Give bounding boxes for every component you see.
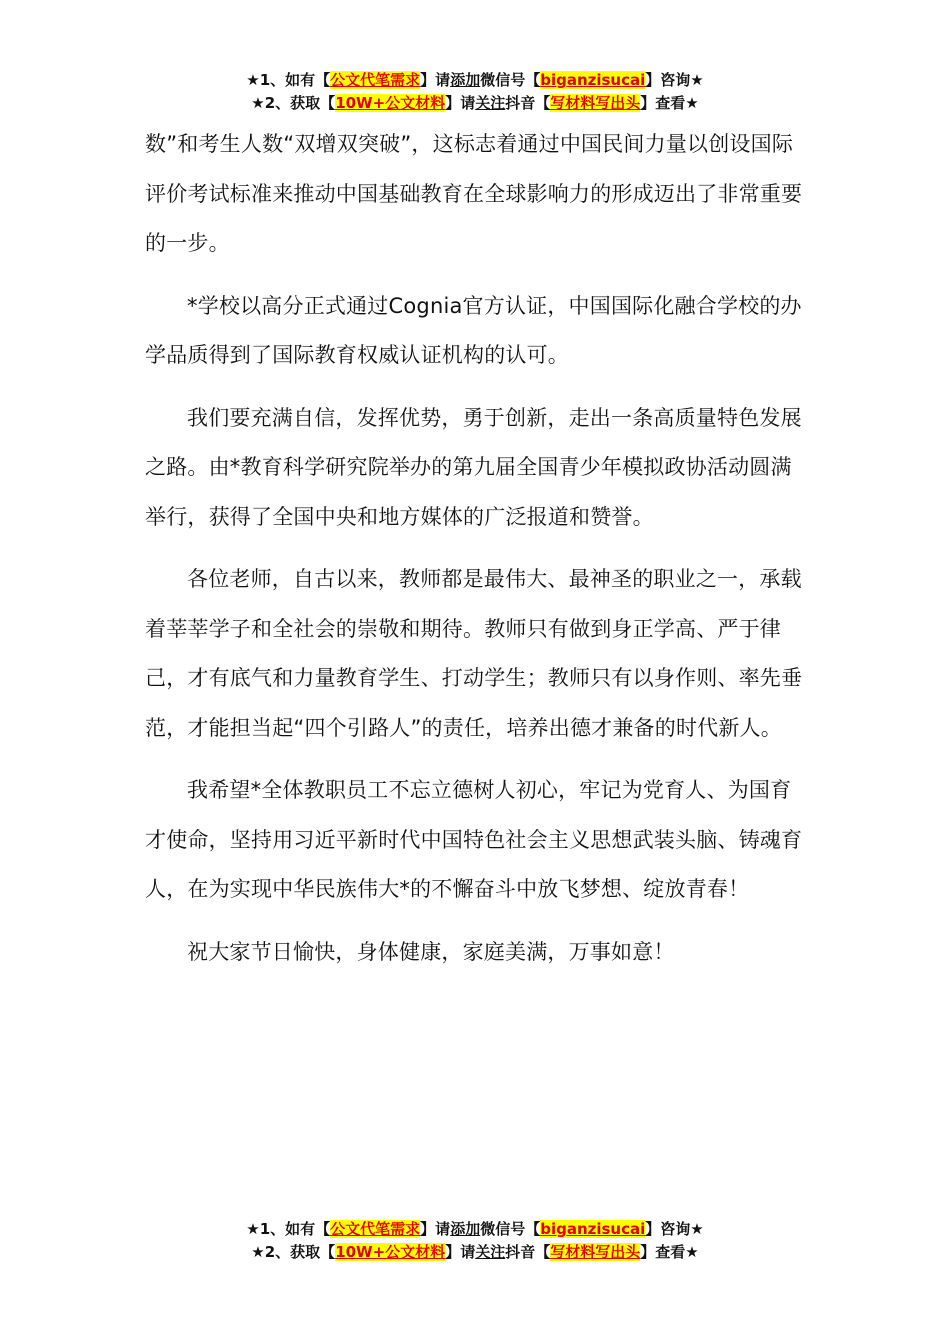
promo-text: 】咨询★ xyxy=(645,1220,704,1238)
promo-emphasis: 关注 xyxy=(475,94,506,112)
promo-text: 】咨询★ xyxy=(645,71,704,89)
promo-line-1 xyxy=(0,1218,950,1241)
body-paragraph: 我希望*全体教职员工不忘立德树人初心，牢记为党育人、为国育才使命，坚持用习近平新时代中国特色社会主义思想武装头脑、铸魂育人，在为实现中华民族伟大*的不懈奋斗中放飞梦想、绽放青春！ xyxy=(145,778,803,901)
promo-highlight: biganzisucai xyxy=(540,71,646,89)
body-paragraph: *学校以高分正式通过Cognia官方认证，中国国际化融合学校的办学品质得到了国际教育权威认证机构的认可。 xyxy=(145,293,802,367)
promo-text: 抖音【 xyxy=(505,1243,551,1261)
body-paragraph: 我们要充满自信，发挥优势，勇于创新，走出一条高质量特色发展之路。由*教育科学研究院举办的第九届全国青少年模拟政协活动圆满举行，获得了全国中央和地方媒体的广泛报道和赞誉。 xyxy=(145,405,802,529)
promo-line-2 xyxy=(0,1241,950,1264)
promo-emphasis: 添加 xyxy=(450,71,481,89)
document-body xyxy=(145,120,810,990)
promo-highlight: 公文代笔需求 xyxy=(330,1220,421,1238)
promo-text: 】请 xyxy=(445,1243,476,1261)
promo-text: 】查看★ xyxy=(640,1243,699,1261)
promo-highlight: 公文代笔需求 xyxy=(330,71,421,89)
body-paragraph: 各位老师，自古以来，教师都是最伟大、最神圣的职业之一，承载着莘莘学子和全社会的崇敬和期待。教师只有做到身正学高、严于律己，才有底气和力量教育学生、打动学生；教师只有以身作则、率先垂范，才能担当起“四个引路人”的责任，培养出德才兼备的时代新人。 xyxy=(145,567,803,740)
promo-text: ★2、获取【 xyxy=(251,1243,336,1261)
promo-text: ★1、如有【 xyxy=(246,1220,331,1238)
promo-highlight: 写材料写出头 xyxy=(550,94,641,112)
promo-text: 微信号【 xyxy=(480,71,541,89)
promo-text: 】查看★ xyxy=(640,94,699,112)
promo-text: 微信号【 xyxy=(480,1220,541,1238)
header-promo-banner xyxy=(0,69,950,115)
footer-promo-banner xyxy=(0,1218,950,1264)
promo-highlight: 写材料写出头 xyxy=(550,1243,641,1261)
body-paragraph: 数”和考生人数“双增双突破”，这标志着通过中国民间力量以创设国际评价考试标准来推动中国基础教育在全球影响力的形成迈出了非常重要的一步。 xyxy=(145,132,803,255)
promo-text: 抖音【 xyxy=(505,94,551,112)
promo-text: ★1、如有【 xyxy=(246,71,331,89)
promo-text: 】请 xyxy=(420,1220,451,1238)
promo-text: 】请 xyxy=(420,71,451,89)
promo-highlight: 10W+公文材料 xyxy=(335,94,446,112)
promo-highlight: biganzisucai xyxy=(540,1220,646,1238)
promo-emphasis: 关注 xyxy=(475,1243,506,1261)
promo-emphasis: 添加 xyxy=(450,1220,481,1238)
promo-text: ★2、获取【 xyxy=(251,94,336,112)
promo-line-1 xyxy=(0,69,950,92)
promo-line-2 xyxy=(0,92,950,115)
promo-highlight: 10W+公文材料 xyxy=(335,1243,446,1261)
closing-paragraph: 祝大家节日愉快，身体健康，家庭美满，万事如意！ xyxy=(187,939,675,964)
promo-text: 】请 xyxy=(445,94,476,112)
